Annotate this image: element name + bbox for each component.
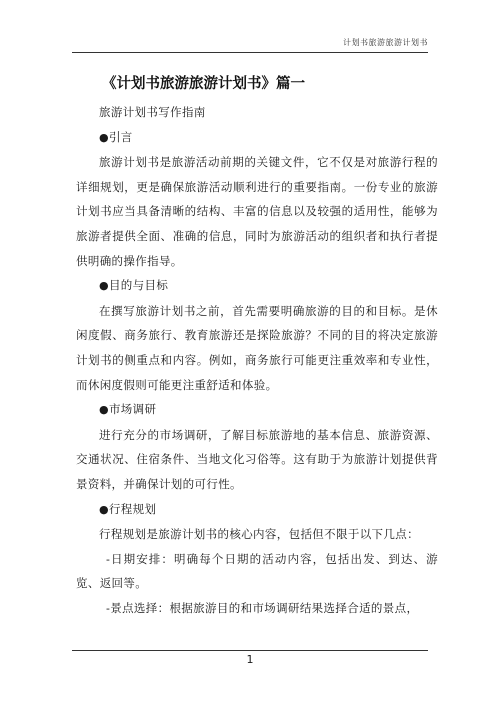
bullet-icon: ● [99, 130, 109, 144]
paragraph-intro: 旅游计划书是旅游活动前期的关键文件，它不仅是对旅游行程的详细规划，更是确保旅游活动顺利进行的重要指南。一份专业的旅游计划书应当具备清晰的结构、丰富的信息以及较强的适用性，能够为旅游者提供全面、准确的信息，同时为旅游活动的组织者和执行者提供明确的操作指导。 [76, 155, 438, 268]
document-body [76, 100, 438, 620]
header-divider [72, 52, 428, 53]
footer-divider [72, 650, 428, 651]
document-title: 《计划书旅游旅游计划书》篇一 [102, 75, 305, 92]
page-number: 1 [246, 653, 254, 666]
bullet-icon: ● [99, 403, 109, 417]
list-item-attractions: -景点选择：根据旅游目的和市场调研结果选择合适的景点， [106, 600, 419, 615]
paragraph-itinerary: 行程规划是旅游计划书的核心内容，包括但不限于以下几点： [99, 527, 419, 542]
bullet-icon: ● [99, 279, 109, 293]
running-header: 计划书旅游旅游计划书 [343, 38, 428, 47]
bullet-icon: ● [99, 502, 109, 516]
paragraph-research: 进行充分的市场调研，了解目标旅游地的基本信息、旅游资源、交通状况、住宿条件、当地文化习俗等。这有助于为旅游计划提供背景资料，并确保计划的可行性。 [76, 427, 438, 491]
paragraph-goals: 在撰写旅游计划书之前，首先需要明确旅游的目的和目标。是休闲度假、商务旅行、教育旅游还是探险旅游？不同的目的将决定旅游计划书的侧重点和内容。例如，商务旅行可能更注重效率和专业性，而休闲度假则可能更注重舒适和体验。 [76, 303, 438, 392]
subtitle: 旅游计划书写作指南 [99, 105, 206, 119]
section-heading-research: ●市场调研 [99, 402, 157, 417]
list-item-dates: -日期安排：明确每个日期的活动内容，包括出发、到达、游览、返回等。 [76, 551, 438, 591]
section-heading-goals: ●目的与目标 [99, 278, 169, 293]
section-heading-itinerary: ●行程规划 [99, 501, 157, 516]
section-heading-intro: ●引言 [99, 129, 133, 144]
